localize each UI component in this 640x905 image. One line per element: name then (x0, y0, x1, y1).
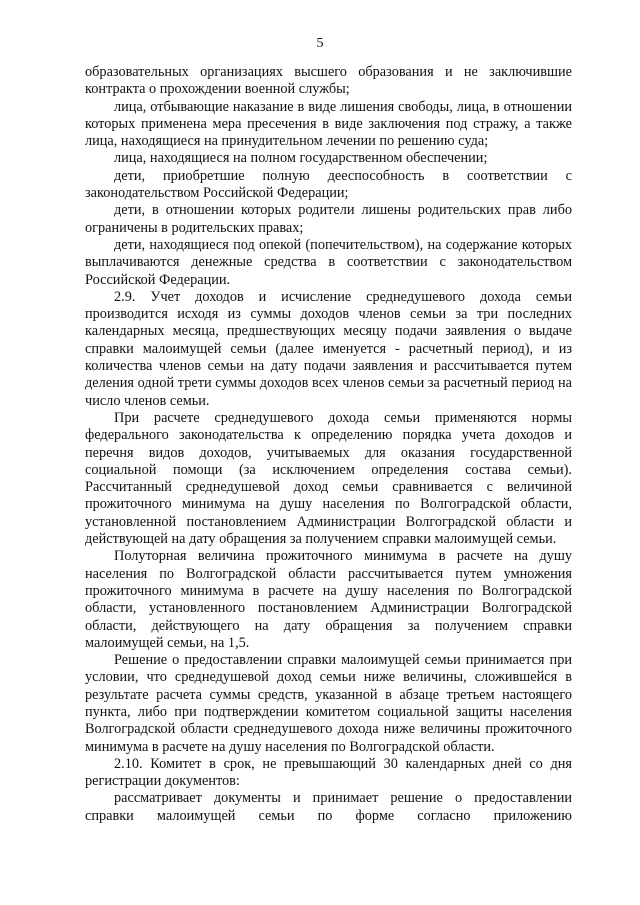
paragraph-list-item: лица, находящиеся на полном государственном обеспечении; (114, 150, 488, 167)
paragraph-text-cut: рассматривает документы и принимает решение о предоставлении справки малоимущей семьи по форме согласно приложению (85, 790, 572, 824)
paragraph-text: Полуторная величина прожиточного минимума в расчете на душу населения по Волгоградской области рассчитывается путем умножения прожиточного минимума в расчете на душу населения по Волгоградской области, установленного постановлением Администрации Волгоградской области, действующего на дату обращения за получением справки малоимущей семьи, на 1,5. (85, 548, 572, 651)
paragraph-list-item: дети, приобретшие полную дееспособность в соответствии с законодательством Российской Федерации; (85, 167, 572, 202)
paragraph-continuation: образовательных организациях высшего образования и не заключившие контракта о прохождении военной службы; (85, 64, 572, 98)
paragraph-list-item: лица, отбывающие наказание в виде лишения свободы, лица, в отношении которых применена мера пресечения в виде заключения под стражу, а также лица, находящиеся на принудительном лечении по решению суда; (85, 98, 572, 150)
document-body (85, 64, 572, 825)
paragraph-list-item: дети, в отношении которых родители лишены родительских прав либо ограничены в родительских правах; (85, 202, 572, 236)
page-number: 5 (316, 36, 324, 51)
paragraph-clause-2-10: 2.10. Комитет в срок, не превышающий 30 календарных дней со дня регистрации документов: (85, 755, 572, 790)
paragraph-text: Решение о предоставлении справки малоимущей семьи принимается при условии, что среднедушевой доход семьи ниже величины, сложившейся в результате расчета суммы средств, указанной в абзаце третьем настоящего пункта, либо при подтверждении комитетом социальной защиты населения Волгоградской области среднедушевого дохода ниже величины прожиточного минимума в расчете на душу населения по Волгоградской области. (85, 652, 572, 755)
paragraph-clause-2-9: 2.9. Учет доходов и исчисление среднедушевого дохода семьи производится исходя из суммы доходов членов семьи за три последних календарных месяца, предшествующих месяцу подачи заявления о выдаче справки малоимущей семьи (далее именуется - расчетный период), и из количества членов семьи на дату подачи заявления и рассчитывается путем деления одной трети суммы доходов всех членов семьи за расчетный период на число членов семьи. (85, 288, 572, 409)
paragraph-list-item: дети, находящиеся под опекой (попечительством), на содержание которых выплачиваются денежные средства в соответствии с законодательством Российской Федерации. (85, 236, 572, 288)
paragraph-text: При расчете среднедушевого дохода семьи применяются нормы федерального законодательства к определению порядка учета доходов и перечня видов доходов, учитываемых для оказания государственной социальной помощи (за исключением определения состава семьи). Рассчитанный среднедушевой доход семьи сравнивается с величиной прожиточного минимума на душу населения по Волгоградской области, установленной постановлением Администрации Волгоградской области и действующей на дату обращения за получением справки малоимущей семьи. (85, 409, 572, 548)
